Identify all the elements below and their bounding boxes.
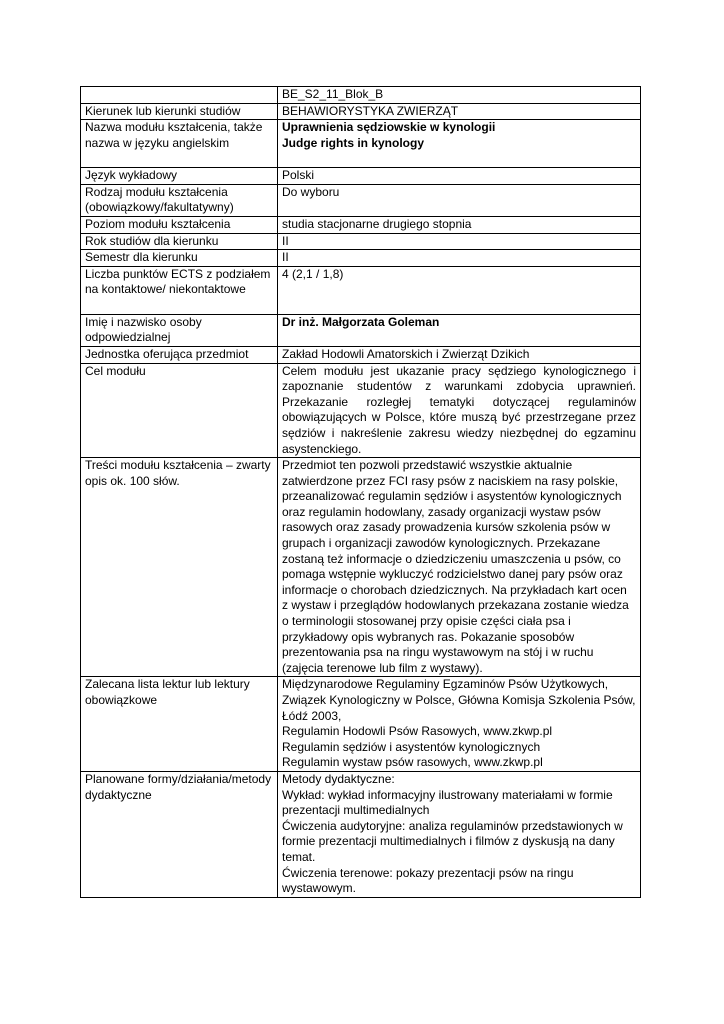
label-jednostka: Jednostka oferująca przedmiot [81, 346, 278, 363]
empty-cell [81, 87, 278, 104]
methods-item: Wykład: wykład informacyjny ilustrowany materiałami w formie prezentacji multimedialnych [282, 787, 613, 818]
row-poziom [81, 216, 641, 233]
row-rodzaj [81, 184, 641, 216]
value-tresci: Przedmiot ten pozwoli przedstawić wszystkie aktualnie zatwierdzone przez FCI rasy psów z naciskiem na rasy polskie, przeanalizować regulamin sędziów i asystentów kynologicznych oraz regulamin hodowlany, zasady organizacji wystaw psów rasowych oraz zasady prowadzenia kursów szkolenia psów w grupach i organizacji zawodów kynologicznych. Przekazane zostaną też informacje o dziedziczeniu umaszczenia u psów, co pomaga wstępnie wykluczyć rodzicielstwo danej pary psów oraz informacje o chorobach dziedzicznych. Na przykładach kart ocen z wystaw i przeglądów hodowlanych przekazana zostanie wiedza o terminologii stosowanej przy opisie części ciała psa i przykładowy opis wybranych ras. Pokazanie sposobów prezentowania psa na ringu wystawowym na stój i w ruchu (zajęcia terenowe lub film z wystawy). [278, 458, 641, 677]
label-nazwa: Nazwa modułu kształcenia, także nazwa w języku angielskim [81, 120, 278, 168]
value-rodzaj: Do wyboru [278, 184, 641, 216]
module-name-en: Judge rights in kynology [282, 135, 425, 150]
value-jednostka: Zakład Hodowli Amatorskich i Zwierząt Dzikich [278, 346, 641, 363]
label-cel: Cel modułu [81, 363, 278, 458]
document-code: BE_S2_11_Blok_B [278, 87, 641, 104]
row-semestr [81, 250, 641, 267]
module-name-pl: Uprawnienia sędziowskie w kynologii [282, 120, 496, 135]
value-ects: 4 (2,1 / 1,8) [278, 266, 641, 314]
label-osoba: Imię i nazwisko osoby odpowiedzialnej [81, 314, 278, 346]
label-poziom: Poziom modułu kształcenia [81, 216, 278, 233]
label-metody: Planowane formy/działania/metody dydaktyczne [81, 771, 278, 897]
row-kierunek [81, 103, 641, 120]
value-poziom: studia stacjonarne drugiego stopnia [278, 216, 641, 233]
row-nazwa [81, 120, 641, 168]
label-lektury: Zalecana lista lektur lub lektury obowiązkowe [81, 677, 278, 772]
methods-item: Ćwiczenia audytoryjne: analiza regulaminów przedstawionych w formie prezentacji multimedialnych i filmów z dyskusją na dany temat. [282, 818, 623, 864]
reading-item: Regulamin Hodowli Psów Rasowych, www.zkwp.pl [282, 724, 553, 739]
value-osoba: Dr inż. Małgorzata Goleman [278, 314, 641, 346]
value-lektury [278, 677, 641, 772]
row-code [81, 87, 641, 104]
label-ects: Liczba punktów ECTS z podziałem na kontaktowe/ niekontaktowe [81, 266, 278, 314]
module-description-table [80, 86, 641, 898]
label-rok: Rok studiów dla kierunku [81, 233, 278, 250]
label-semestr: Semestr dla kierunku [81, 250, 278, 267]
label-rodzaj: Rodzaj modułu kształcenia (obowiązkowy/fakultatywny) [81, 184, 278, 216]
methods-heading: Metody dydaktyczne: [282, 771, 395, 786]
label-tresci: Treści modułu kształcenia – zwarty opis ok. 100 słów. [81, 458, 278, 677]
value-semestr: II [278, 250, 641, 267]
methods-item: Ćwiczenia terenowe: pokazy prezentacji psów na ringu wystawowym. [282, 865, 574, 896]
row-jezyk [81, 168, 641, 185]
row-jednostka [81, 346, 641, 363]
reading-item: Regulamin sędziów i asystentów kynologicznych [282, 739, 541, 754]
row-cel [81, 363, 641, 458]
row-tresci [81, 458, 641, 677]
value-jezyk: Polski [278, 168, 641, 185]
label-kierunek: Kierunek lub kierunki studiów [81, 103, 278, 120]
row-metody [81, 771, 641, 897]
value-kierunek: BEHAWIORYSTYKA ZWIERZĄT [278, 103, 641, 120]
value-nazwa [278, 120, 641, 168]
row-rok [81, 233, 641, 250]
reading-item: Regulamin wystaw psów rasowych, www.zkwp.pl [282, 755, 543, 770]
row-ects [81, 266, 641, 314]
value-rok: II [278, 233, 641, 250]
value-metody [278, 771, 641, 897]
value-cel: Celem modułu jest ukazanie pracy sędziego kynologicznego i zapoznanie studentów z warunkami zdobycia uprawnień. Przekazanie rozległej tematyki dotyczącej regulaminów obowiązujących w Polsce, które muszą być przestrzegane przez sędziów i nakreślenie zakresu wiedzy niezbędnej do egzaminu asystenckiego. [278, 363, 641, 458]
row-osoba [81, 314, 641, 346]
row-lektury [81, 677, 641, 772]
reading-item: Międzynarodowe Regulaminy Egzaminów Psów Użytkowych, Związek Kynologiczny w Polsce, Główna Komisja Szkolenia Psów, Łódź 2003, [282, 677, 636, 723]
label-jezyk: Język wykładowy [81, 168, 278, 185]
